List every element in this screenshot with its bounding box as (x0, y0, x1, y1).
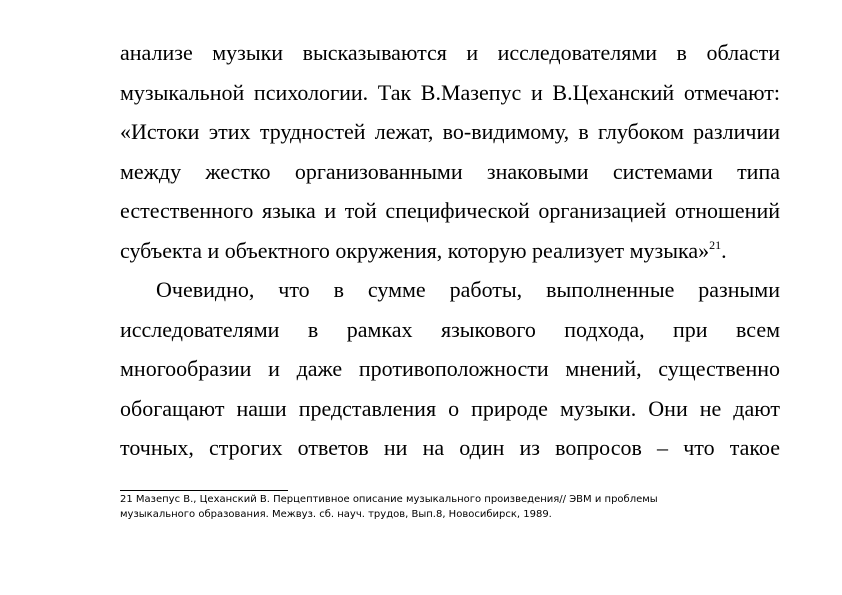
quote-end-text: субъекта и объектного окружения, которую реализует музыка» (120, 237, 710, 263)
text-line: Очевидно, что в сумме работы, выполненные разными (156, 277, 780, 302)
footnote-line: музыкального образования. Межвуз. сб. науч. трудов, Вып.8, Новосибирск, 1989. (120, 509, 552, 520)
footnote-reference[interactable]: 21 (709, 237, 722, 252)
text-line: «Истоки этих трудностей лежат, во-видимому, в глубоком различии (120, 119, 780, 144)
text-line: естественного языка и той специфической организацией отношений (120, 198, 780, 223)
footnote-separator (120, 490, 288, 491)
text-line: обогащают наши представления о природе музыки. Они не дают (120, 395, 780, 421)
text-line: многообразии и даже противоположности мнений, существенно (120, 356, 780, 381)
text-line: исследователями в рамках языкового подхода, при всем (120, 316, 780, 342)
text-line: точных, строгих ответов ни на один из вопросов – что такое (120, 435, 780, 460)
text-line (120, 231, 780, 271)
body-text (120, 33, 780, 468)
sentence-period: . (721, 237, 727, 263)
footnote (120, 492, 800, 522)
text-line: музыкальной психологии. Так В.Мазепус и В.Цеханский отмечают: (120, 79, 780, 105)
text-line: анализе музыки высказываются и исследователями в области (120, 40, 780, 65)
footnote-line: 21 Мазепус В., Цеханский В. Перцептивное описание музыкального произведения// ЭВМ и проблемы (120, 494, 658, 505)
text-line: между жестко организованными знаковыми системами типа (120, 158, 780, 184)
